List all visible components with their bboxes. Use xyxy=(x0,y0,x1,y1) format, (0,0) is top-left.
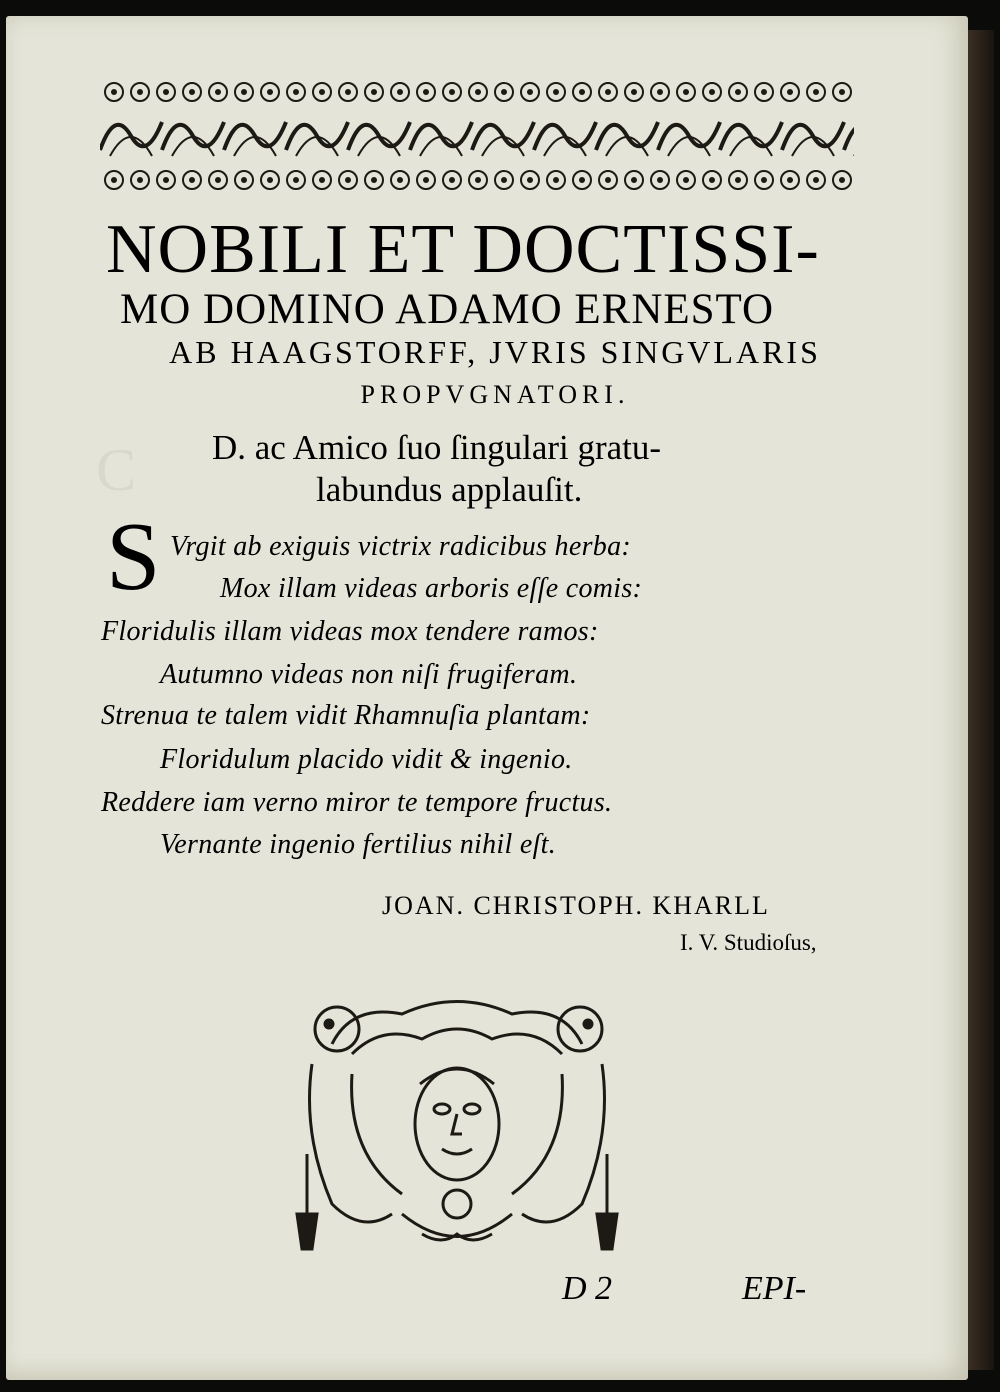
ornamental-headpiece xyxy=(100,78,854,196)
rosette-row-top xyxy=(105,83,851,101)
arabesque-band xyxy=(100,122,854,156)
book-edge xyxy=(968,30,994,1370)
headpiece-graphic xyxy=(100,78,854,196)
mask-ornament-icon xyxy=(292,984,622,1256)
author-title: I. V. Studioſus, xyxy=(680,930,817,955)
title-line-1: NOBILI ET DOCTISSI- xyxy=(106,211,820,288)
signature-mark: D 2 xyxy=(562,1270,613,1307)
ornamental-tailpiece xyxy=(292,984,622,1256)
catchword: EPI- xyxy=(742,1270,807,1307)
title-line-3: AB HAAGSTORFF, JVRIS SINGVLARIS xyxy=(169,334,821,370)
verse-line: Strenua te talem vidit Rhamnuſia plantam: xyxy=(101,700,591,731)
verse-line: Vrgit ab exiguis victrix radicibus herba: xyxy=(170,531,631,562)
verse-line: Reddere iam verno miror te tempore fructus. xyxy=(101,787,613,818)
author-name: JOAN. CHRISTOPH. KHARLL xyxy=(382,891,770,920)
dedication-line-1: D. ac Amico ſuo ſingulari gratu- xyxy=(212,428,662,467)
verse-line: Mox illam videas arboris eſſe comis: xyxy=(220,573,643,604)
show-through-text: C xyxy=(96,437,137,503)
dedication-line-2: labundus applauſit. xyxy=(316,470,583,509)
verse-line: Autumno videas non niſi frugiferam. xyxy=(160,659,578,690)
drop-capital: S xyxy=(106,503,161,611)
verse-line: Vernante ingenio fertilius nihil eſt. xyxy=(160,829,557,860)
title-line-2: MO DOMINO ADAMO ERNESTO xyxy=(120,286,775,333)
verse-line: Floridulum placido vidit & ingenio. xyxy=(160,744,573,775)
rosette-row-bottom xyxy=(105,171,851,189)
title-line-4: PROPVGNATORI. xyxy=(360,380,630,409)
verse-line: Floridulis illam videas mox tendere ramos: xyxy=(101,616,599,647)
